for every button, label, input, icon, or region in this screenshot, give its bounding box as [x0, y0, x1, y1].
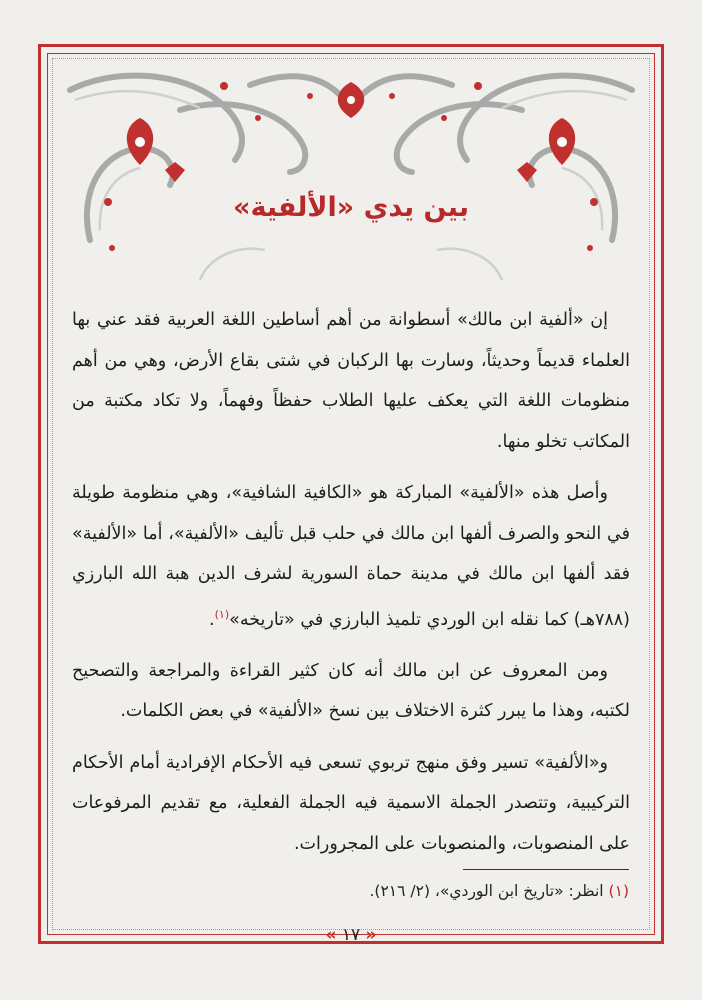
header-ornament: [0, 0, 702, 300]
body-text: [72, 300, 630, 875]
footnote-text: انظر: «تاريخ ابن الوردي»، (٢/ ٢١٦).: [369, 882, 604, 900]
footnote-marker[interactable]: (١): [214, 607, 230, 621]
page-number-bracket-right-icon: »: [365, 925, 377, 945]
page-title: بين يدي «الألفية»: [233, 192, 469, 223]
paragraph-end: .: [209, 609, 215, 630]
page-number: ١٧: [341, 925, 361, 945]
paragraph: [72, 473, 630, 640]
paragraph: إن «ألفية ابن مالك» أسطوانة من أهم أساطين اللغة العربية فقد عني بها العلماء قديماً وحديثاً، وسارت بها الركبان في شتى بقاع الأرض، وهي من أهم منظومات اللغة التي يعكف عليها الطلاب حفظاً وفهماً، ولا تكاد مكتبة من المكاتب تخلو منها.: [72, 310, 630, 452]
page-number-bracket-left-icon: «: [325, 925, 337, 945]
footnote-number: (١): [608, 882, 629, 900]
footnote: [370, 882, 630, 900]
page-number-container: [0, 925, 702, 945]
paragraph-text: وأصل هذه «الألفية» المباركة هو «الكافية الشافية»، وهي منظومة طويلة في النحو والصرف ألفها ابن مالك في حلب قبل تأليف «الألفية»، أما «الألفية» فقد ألفها ابن مالك في مدينة حماة السورية لشرف الدين هبة الله البارزي (٧٨٨هـ) كما نقله ابن الوردي تلميذ البارزي في «تاريخه»: [72, 483, 630, 630]
paragraph: ومن المعروف عن ابن مالك أنه كان كثير القراءة والمراجعة والتصحيح لكتبه، وهذا ما يبرر كثرة الاختلاف بين نسخ «الألفية» في بعض الكلمات.: [72, 660, 630, 722]
footnote-separator: [463, 869, 629, 870]
paragraph: و«الألفية» تسير وفق منهج تربوي تسعى فيه الأحكام الإفرادية أمام الأحكام التركيبية، وتتصدر الجملة الاسمية فيه الجملة الفعلية، مع تقديم المرفوعات على المنصوبات، والمنصوبات على المجرورات.: [72, 752, 630, 854]
